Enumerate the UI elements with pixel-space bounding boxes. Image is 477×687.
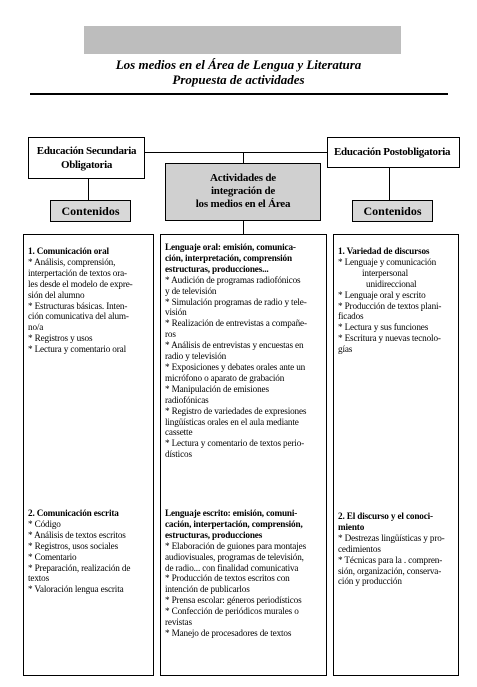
- list-item: * Producción de textos plani-: [338, 300, 442, 311]
- list-item: * Técnicas para la . compren-: [338, 554, 443, 565]
- contenidos-label-right: Contenidos: [352, 200, 433, 222]
- list-item: * Elaboración de guiones para montajes: [165, 540, 306, 551]
- list-item: micrófono o aparato de grabación: [165, 372, 285, 383]
- list-item: gías: [338, 344, 353, 355]
- box-actividades-line2: integración de: [210, 185, 276, 197]
- right-sec2-heading-l1: 2. El discurso y el conoci-: [338, 511, 433, 521]
- list-item: * Preparación, realización de: [28, 562, 131, 573]
- list-item: interpersonal: [362, 267, 409, 278]
- connector-line-right: [389, 167, 390, 200]
- list-item: sión, organización, conserva-: [338, 565, 442, 576]
- box-secundaria-line1: Educación Secundaria: [36, 145, 137, 157]
- list-item: les desde el modelo de expre-: [28, 278, 133, 289]
- center-sec2-heading-l3: estructuras, producciones: [165, 529, 263, 540]
- list-item: radiofónicas: [165, 394, 209, 405]
- left-section-comunicacion-oral: [28, 246, 150, 355]
- list-item: cassette: [165, 427, 193, 438]
- connector-line-left: [88, 178, 89, 200]
- box-actividades-line3: los medios en el Área: [195, 198, 291, 210]
- list-item: ros: [165, 329, 176, 340]
- list-item: * Exposiciones y debates orales ante un: [165, 361, 306, 372]
- connector-line-top: [143, 152, 328, 153]
- center-sec1-heading-l1: Lenguaje oral: emisión, comunica-: [165, 242, 296, 252]
- list-item: * Análisis de entrevistas y encuestas en: [165, 340, 304, 351]
- list-item: * Lenguaje oral y escrito: [338, 289, 426, 300]
- list-item: cedimientos: [338, 543, 381, 554]
- center-section-lenguaje-oral: [165, 242, 325, 460]
- list-item: * Registros, usos sociales: [28, 540, 119, 551]
- center-sec1-heading-l3: estructuras, producciones...: [165, 263, 269, 274]
- list-item: interpertación de textos ora-: [28, 267, 127, 278]
- header-gray-bar: [84, 26, 401, 54]
- box-educacion-postobligatoria: [327, 137, 460, 168]
- list-item: y de televisión: [165, 285, 217, 296]
- contenidos-label-left: Contenidos: [50, 200, 131, 222]
- list-item: * Manipulación de emisiones: [165, 383, 269, 394]
- list-item: no/a: [28, 322, 44, 333]
- list-item: visión: [165, 307, 187, 318]
- list-item: de radio... con finalidad comunicativa: [165, 562, 299, 573]
- list-item: unidireccional: [366, 278, 417, 289]
- list-item: * Lenguaje y comunicación: [338, 256, 437, 267]
- right-section-discurso-conocimiento: [338, 511, 458, 587]
- list-item: * Análisis de textos escritos: [28, 529, 126, 540]
- list-item: * Escritura y nuevas tecnolo-: [338, 333, 441, 344]
- list-item: sión del alumno: [28, 289, 85, 300]
- list-item: * Simulación programas de radio y tele-: [165, 296, 307, 307]
- box-educacion-secundaria: [28, 137, 145, 179]
- list-item: lingüísticas orales en el aula mediante: [165, 416, 299, 427]
- left-section-comunicacion-escrita: [28, 508, 150, 595]
- list-item: * Destrezas lingüísticas y pro-: [338, 532, 445, 543]
- left-sec1-heading: 1. Comunicación oral: [28, 246, 109, 256]
- right-sec1-heading: 1. Variedad de discursos: [338, 246, 430, 256]
- list-item: textos: [28, 573, 50, 584]
- list-item: dísticos: [165, 449, 192, 460]
- list-item: * Estructuras básicas. Inten-: [28, 300, 128, 311]
- list-item: * Análisis, comprensión,: [28, 256, 116, 267]
- list-item: * Realización de entrevistas a compañe-: [165, 318, 307, 329]
- list-item: * Lectura y sus funciones: [338, 322, 429, 333]
- list-item: * Audición de programas radiofónicos: [165, 274, 301, 285]
- page-title-line2: Propuesta de actividades: [172, 72, 305, 87]
- right-section-variedad-discursos: [338, 246, 458, 355]
- list-item: * Valoración lengua escrita: [28, 584, 124, 595]
- list-item: ción comunicativa del alum-: [28, 311, 129, 322]
- list-item: * Registro de variedades de expresiones: [165, 405, 307, 416]
- box-actividades-integracion: [165, 163, 321, 221]
- center-sec2-heading-l2: cación, interpertación, comprensión,: [165, 518, 303, 529]
- center-section-lenguaje-escrito: [165, 508, 325, 639]
- list-item: * Lectura y comentario de textos perio-: [165, 438, 305, 449]
- list-item: * Confección de periódicos murales o: [165, 606, 299, 617]
- list-item: audiovisuales, programas de televisión,: [165, 551, 304, 562]
- list-item: * Código: [28, 518, 61, 529]
- center-sec2-heading-l1: Lenguaje escrito: emisión, comuni-: [165, 508, 298, 518]
- center-sec1-heading-l2: ción, interpretación, comprensión: [165, 252, 292, 263]
- list-item: * Comentario: [28, 551, 77, 562]
- list-item: * Producción de textos escritos con: [165, 573, 290, 584]
- list-item: * Prensa escolar: géneros periodísticos: [165, 595, 302, 606]
- page-title-line1: Los medios en el Área de Lengua y Literatura: [115, 57, 362, 72]
- list-item: * Manejo de procesadores de textos: [165, 627, 292, 638]
- list-item: intención de publicarlos: [165, 584, 250, 595]
- header-divider: [30, 93, 448, 95]
- list-item: * Lectura y comentario oral: [28, 344, 126, 355]
- list-item: ficados: [338, 311, 364, 322]
- list-item: revistas: [165, 617, 192, 628]
- left-sec2-heading: 2. Comunicación escrita: [28, 508, 119, 518]
- list-item: * Registros y usos: [28, 333, 93, 344]
- box-postobligatoria-label: Educación Postobligatoria: [334, 146, 451, 158]
- box-actividades-line1: Actividades de: [210, 172, 276, 184]
- right-sec2-heading-l2: miento: [338, 521, 365, 532]
- list-item: ción y producción: [338, 576, 402, 587]
- list-item: radio y televisión: [165, 351, 227, 362]
- connector-line-center-bottom: [243, 220, 244, 234]
- box-secundaria-line2: Obligatoria: [60, 159, 113, 171]
